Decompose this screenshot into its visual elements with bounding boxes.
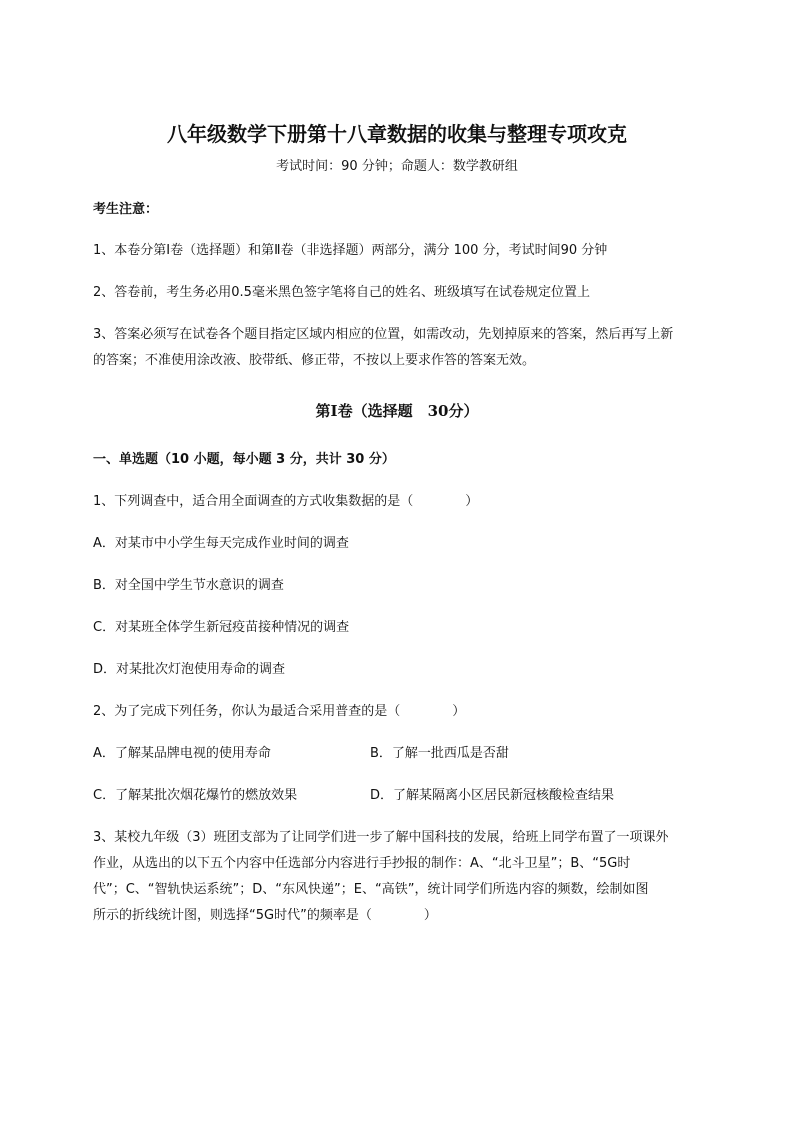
question-1-option-d: D．对某批次灯泡使用寿命的调查	[93, 662, 286, 677]
question-1-option-c: C．对某班全体学生新冠疫苗接种情况的调查	[93, 620, 350, 635]
notice-item: 3、答案必须写在试卷各个题目指定区域内相应的位置，如需改动，先划掉原来的答案，然后再写上新	[93, 327, 674, 342]
question-2-option-c: C．了解某批次烟花爆竹的燃放效果	[93, 788, 298, 803]
question-1-option-a: A．对某市中小学生每天完成作业时间的调查	[93, 536, 349, 551]
notice-heading: 考生注意：	[93, 202, 159, 217]
question-3-stem-line: 所示的折线统计图，则选择“5G时代”的频率是（ ）	[93, 908, 437, 923]
notice-item-continuation: 的答案；不准使用涂改液、胶带纸、修正带，不按以上要求作答的答案无效。	[93, 353, 536, 368]
part-heading: 一、单选题（10 小题，每小题 3 分，共计 30 分）	[93, 452, 395, 467]
section-title: 第Ⅰ卷（选择题 30分）	[315, 402, 479, 420]
notice-item: 2、答卷前，考生务必用0.5毫米黑色签字笔将自己的姓名、班级填写在试卷规定位置上	[93, 285, 590, 300]
question-2-stem: 2、为了完成下列任务，你认为最适合采用普查的是（ ）	[93, 704, 466, 719]
question-2-option-d: D．了解某隔离小区居民新冠核酸检查结果	[370, 788, 615, 803]
notice-item: 1、本卷分第Ⅰ卷（选择题）和第Ⅱ卷（非选择题）两部分，满分 100 分，考试时间90 分钟	[93, 243, 608, 258]
question-2-option-a: A．了解某品牌电视的使用寿命	[93, 746, 271, 761]
question-2-option-b: B．了解一批西瓜是否甜	[370, 746, 509, 761]
question-3-stem-line: 代”；C、“智轨快运系统”；D、“东风快递”；E、“高铁”，统计同学们所选内容的频数，绘制如图	[93, 882, 649, 897]
question-3-stem-line: 作业，从选出的以下五个内容中任选部分内容进行手抄报的制作：A、“北斗卫星”；B、“5G时	[93, 856, 631, 871]
document-subtitle: 考试时间：90 分钟；命题人：数学教研组	[276, 159, 518, 174]
question-1-option-b: B．对全国中学生节水意识的调查	[93, 578, 284, 593]
question-3-stem-line: 3、某校九年级（3）班团支部为了让同学们进一步了解中国科技的发展，给班上同学布置了一项课外	[93, 830, 669, 845]
document-title: 八年级数学下册第十八章数据的收集与整理专项攻克	[167, 122, 627, 146]
question-1-stem: 1、下列调查中，适合用全面调查的方式收集数据的是（ ）	[93, 494, 479, 509]
